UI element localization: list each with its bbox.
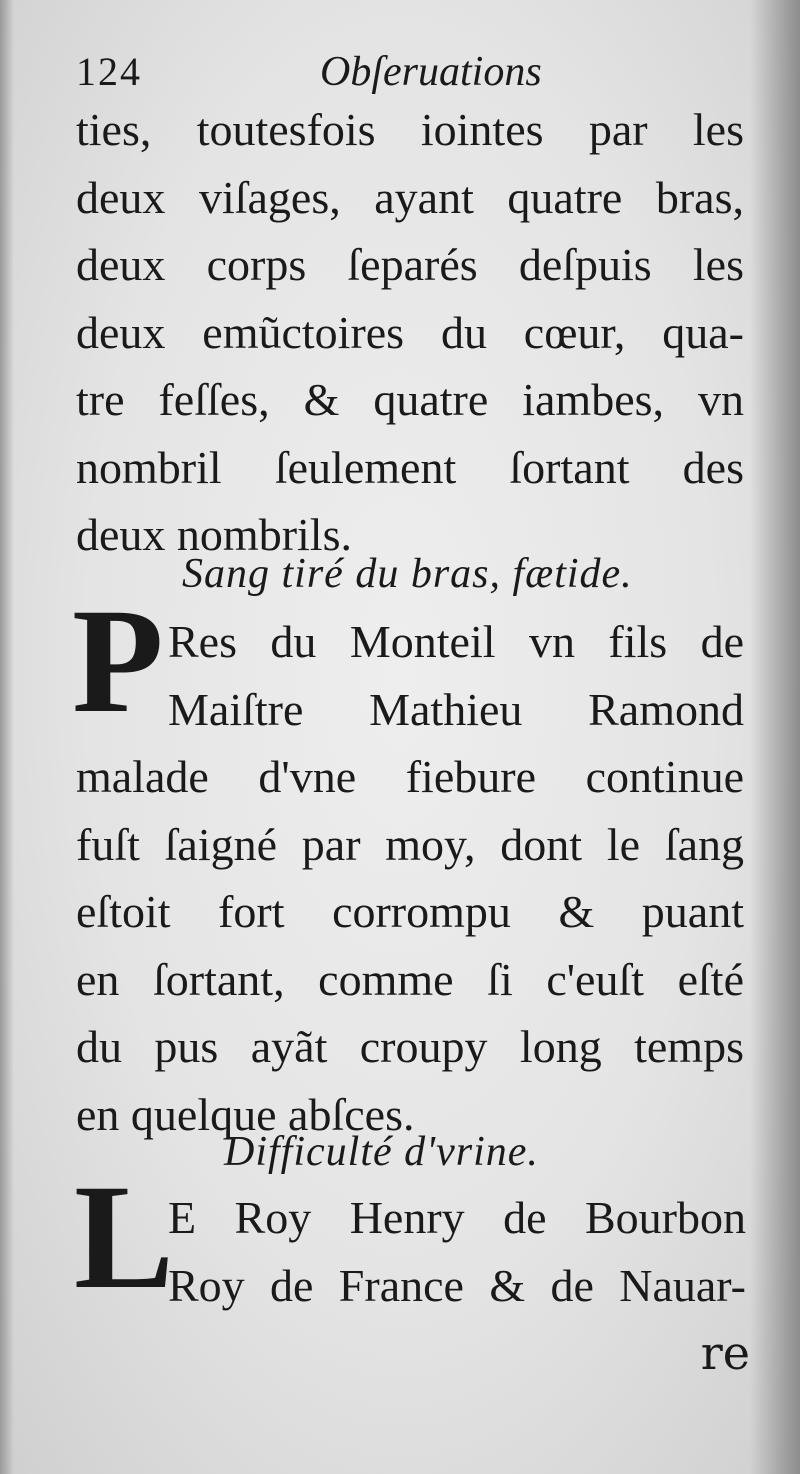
text-line: Roy de France & de Nauar- bbox=[168, 1259, 746, 1311]
paragraph-body bbox=[76, 743, 744, 1148]
section-heading: Sang tiré du bras, fætide. bbox=[182, 551, 633, 597]
text-line: en quelque abſces. bbox=[76, 1088, 415, 1140]
text-line: E Roy Henry de Bourbon bbox=[168, 1192, 746, 1243]
text-line: du pus ayãt croupy long temps bbox=[76, 1021, 744, 1072]
paragraph-opening bbox=[168, 1184, 746, 1319]
text-line: deux nombrils. bbox=[76, 509, 352, 560]
paragraph-opening bbox=[168, 608, 744, 743]
paragraph-continued bbox=[76, 96, 744, 569]
text-line: fuſt ſaigné par moy, dont le ſang bbox=[76, 818, 744, 870]
text-line: ties, toutesfois iointes par les bbox=[76, 104, 744, 155]
page-edge-shadow-left bbox=[0, 0, 14, 1474]
page-header bbox=[76, 42, 736, 102]
text-line: nombril ſeulement ſortant des bbox=[76, 441, 744, 493]
text-line: tre feſſes, & quatre iambes, vn bbox=[76, 374, 744, 425]
text-line: deux corps ſeparés deſpuis les bbox=[76, 239, 744, 290]
catchword: re bbox=[700, 1326, 750, 1380]
text-line: eſtoit fort corrompu & puant bbox=[76, 886, 744, 937]
section-heading: Difficulté d'vrine. bbox=[224, 1129, 539, 1175]
text-line: Res du Monteil vn fils de bbox=[168, 616, 744, 667]
text-line: Maiſtre Mathieu Ramond bbox=[168, 683, 744, 735]
catchword-area bbox=[76, 1320, 750, 1388]
text-line: en ſortant, comme ſi c'euſt eſté bbox=[76, 953, 744, 1005]
drop-cap: L bbox=[74, 1154, 175, 1320]
drop-cap: P bbox=[72, 578, 164, 744]
text-line: deux viſages, ayant quatre bras, bbox=[76, 171, 744, 223]
text-line: malade d'vne fiebure continue bbox=[76, 751, 744, 802]
running-head: Obſeruations bbox=[320, 49, 542, 95]
text-line: deux emũctoires du cœur, qua- bbox=[76, 306, 744, 358]
page-edge-shadow-right bbox=[750, 0, 800, 1474]
page-number: 124 bbox=[76, 49, 142, 94]
